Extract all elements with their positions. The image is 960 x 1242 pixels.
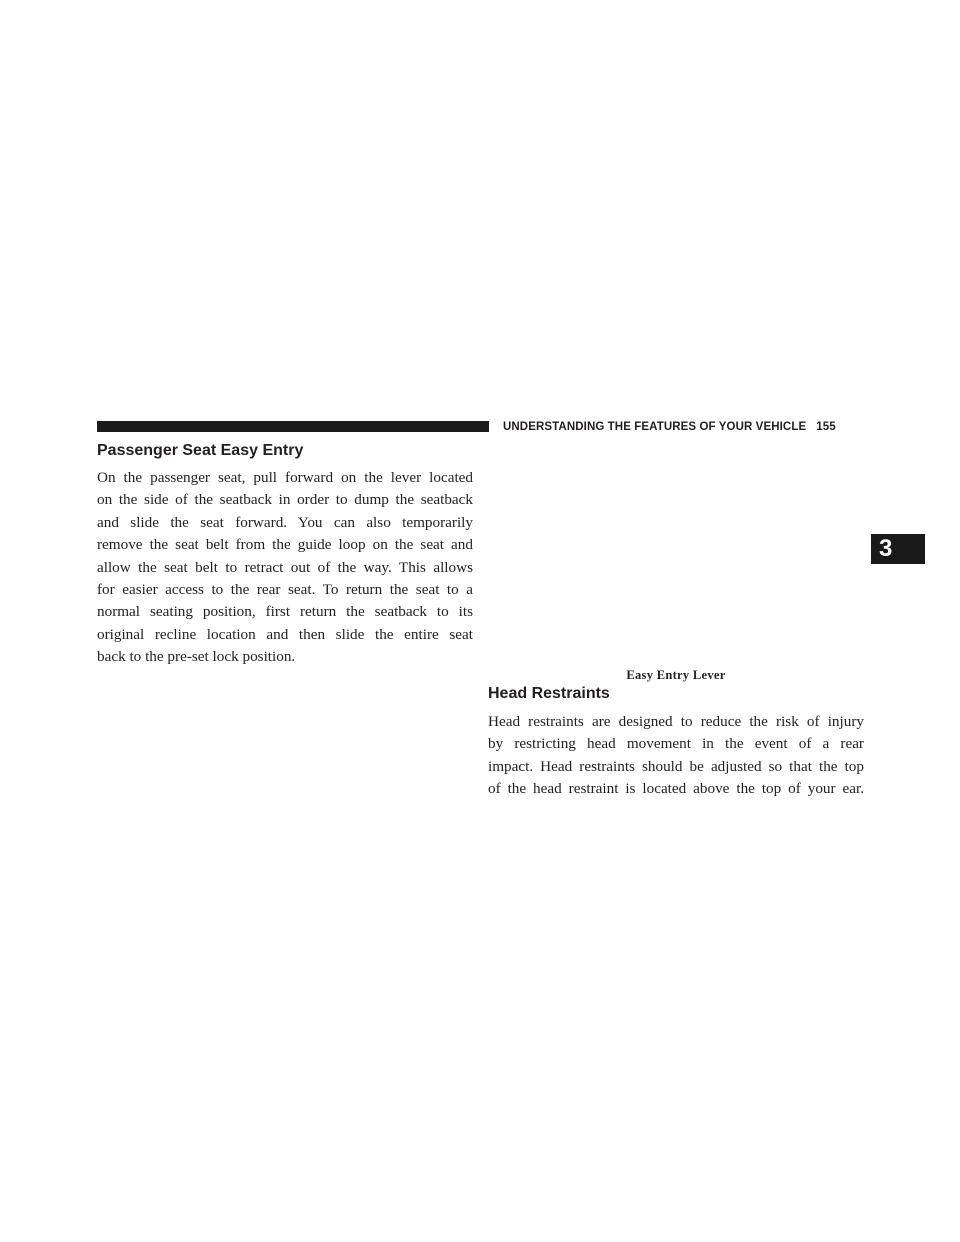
text-line: for easier access to the rear seat. To return the seat to a — [97, 581, 473, 599]
text-line: allow the seat belt to retract out of the way. This allows — [97, 558, 473, 576]
text-line: On the passenger seat, pull forward on the lever located — [97, 469, 473, 486]
page-number: 155 — [816, 421, 836, 433]
easy-entry-lever-figure — [488, 440, 864, 660]
figure-caption: Easy Entry Lever — [626, 668, 726, 682]
head-restraints-heading: Head Restraints — [488, 685, 610, 702]
text-line: normal seating position, first return the seatback to its — [97, 603, 473, 621]
text-line: original recline location and then slide the entire seat — [97, 625, 473, 643]
text-line: Head restraints are designed to reduce the risk of injury — [488, 713, 864, 730]
text-line: impact. Head restraints should be adjusted so that the top — [488, 757, 864, 775]
running-header — [503, 419, 883, 435]
chapter-tab — [871, 534, 925, 564]
text-line: remove the seat belt from the guide loop on the seat and — [97, 536, 473, 554]
header-rule-bar — [97, 421, 489, 432]
text-line: by restricting head movement in the event of a rear — [488, 735, 864, 753]
chapter-number: 3 — [879, 535, 893, 562]
text-line: of the head restraint is located above the top of your ear. — [488, 780, 864, 798]
text-line: on the side of the seatback in order to dump the seatback — [97, 491, 473, 509]
section-title: UNDERSTANDING THE FEATURES OF YOUR VEHICLE — [503, 421, 807, 433]
text-line: back to the pre-set lock position. — [97, 648, 296, 666]
passenger-seat-heading: Passenger Seat Easy Entry — [97, 442, 304, 459]
text-line: and slide the seat forward. You can also temporarily — [97, 513, 473, 531]
passenger-seat-paragraph — [97, 467, 473, 669]
head-restraints-paragraph — [488, 711, 864, 801]
